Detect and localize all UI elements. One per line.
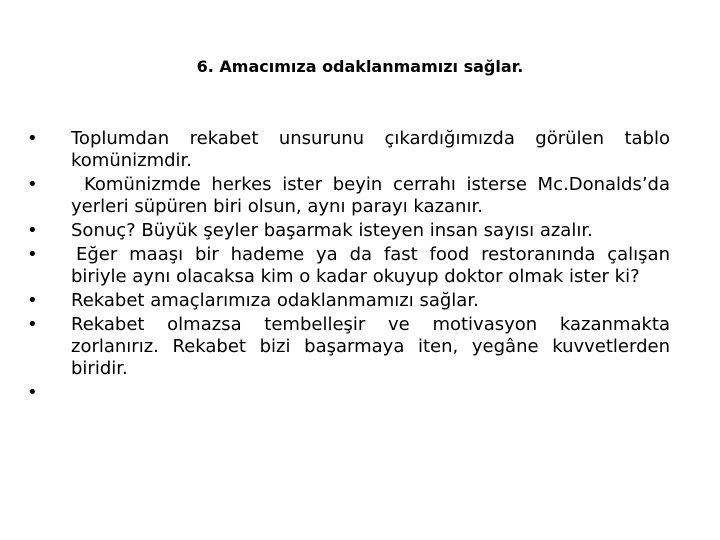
bullet-text: Sonuç? Büyük şeyler başarmak isteyen insan sayısı azalır. [71, 220, 593, 241]
bullet-text: Rekabet olmazsa tembelleşir ve motivasyon kazanmakta zorlanırız. Rekabet bizi başarmaya iten, yegâne kuvvetlerden biridir. [71, 314, 670, 379]
bullet-item [0, 128, 720, 172]
bullet-list [0, 128, 720, 406]
bullet-text: Rekabet amaçlarımıza odaklanmamızı sağlar. [71, 290, 479, 311]
bullet-item [0, 244, 720, 288]
bullet-dot: • [27, 244, 38, 265]
bullet-dot: • [27, 220, 38, 241]
bullet-dot: • [27, 382, 38, 403]
bullet-dot: • [27, 174, 38, 195]
bullet-dot: • [27, 290, 38, 311]
bullet-dot: • [27, 314, 38, 335]
bullet-item [0, 174, 720, 218]
bullet-item-empty [0, 382, 720, 404]
bullet-item [0, 220, 720, 242]
slide-title: 6. Amacımıza odaklanmamızı sağlar. [196, 57, 524, 76]
bullet-dot: • [27, 128, 38, 149]
bullet-item [0, 314, 720, 380]
bullet-text: Toplumdan rekabet unsurunu çıkardığımızda görülen tablo komünizmdir. [71, 128, 670, 171]
bullet-text: Eğer maaşı bir hademe ya da fast food restoranında çalışan biriyle aynı olacaksa kim o kadar okuyup doktor olmak ister ki? [71, 244, 670, 287]
bullet-item [0, 290, 720, 312]
bullet-text: Komünizmde herkes ister beyin cerrahı isterse Mc.Donalds’da yerleri süpüren biri olsun, aynı parayı kazanır. [71, 174, 670, 217]
